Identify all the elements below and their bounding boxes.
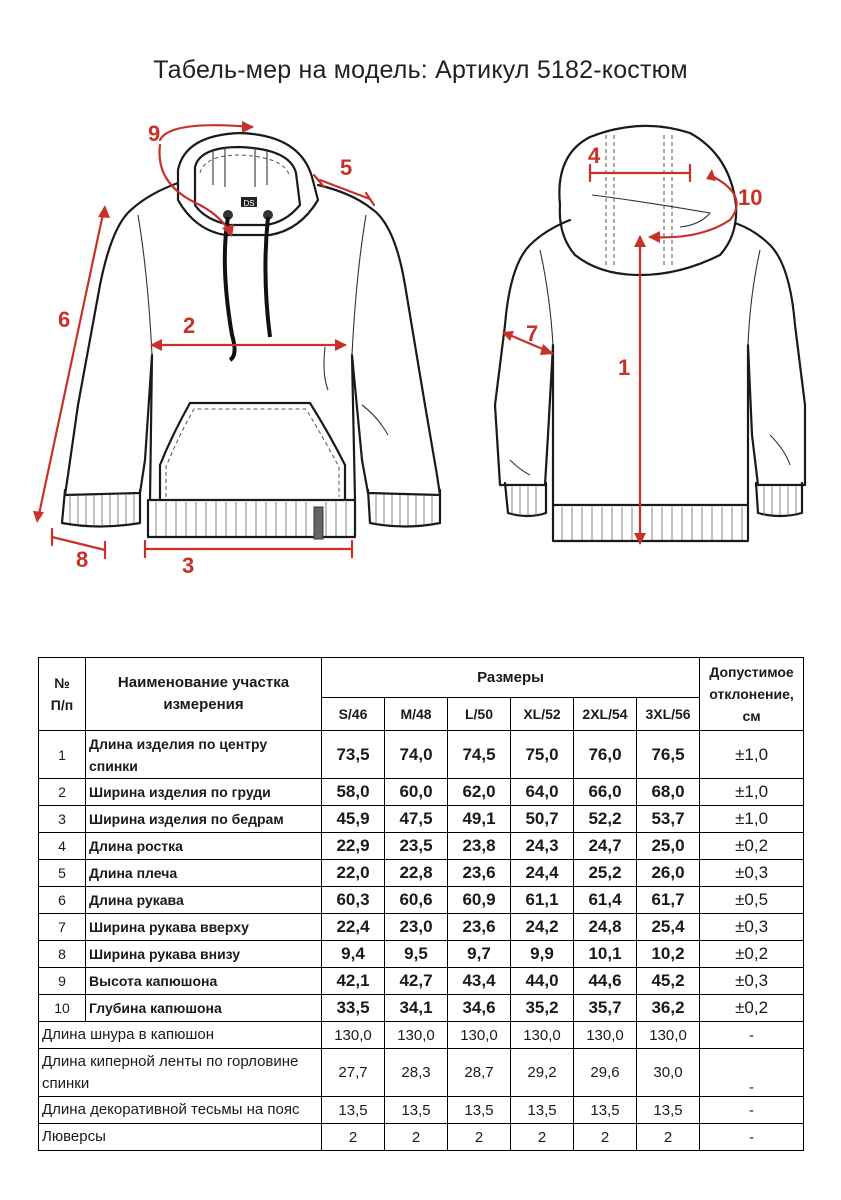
cell-value: 130,0: [322, 1022, 385, 1049]
cell-value: 23,0: [385, 914, 448, 941]
cell-value: 10,2: [637, 941, 700, 968]
page-title: Табель-мер на модель: Артикул 5182-костюм: [153, 56, 688, 84]
cell-value: 24,7: [574, 833, 637, 860]
table-row: [39, 806, 804, 833]
cell-value: 35,7: [574, 995, 637, 1022]
cell-value: 30,0: [637, 1049, 700, 1097]
label-2: 2: [183, 313, 196, 338]
cell-value: 22,8: [385, 860, 448, 887]
cell-value: 13,5: [637, 1097, 700, 1124]
cell-value: 22,4: [322, 914, 385, 941]
cell-value: 60,9: [448, 887, 511, 914]
cell-value: 60,3: [322, 887, 385, 914]
col-name-header: Наименование участка измерения: [86, 658, 322, 731]
cell-value: 35,2: [511, 995, 574, 1022]
cell-value: 61,4: [574, 887, 637, 914]
cell-value: 9,4: [322, 941, 385, 968]
table-row: [39, 968, 804, 995]
cell-value: 28,3: [385, 1049, 448, 1097]
cell-value: 2: [637, 1124, 700, 1151]
cell-value: 25,4: [637, 914, 700, 941]
table-row: [39, 941, 804, 968]
cell-value: 13,5: [511, 1097, 574, 1124]
cell-value: 42,7: [385, 968, 448, 995]
cell-value: 2: [448, 1124, 511, 1151]
cell-value: 13,5: [385, 1097, 448, 1124]
cell-value: 130,0: [511, 1022, 574, 1049]
cell-value: 23,6: [448, 860, 511, 887]
cell-value: 36,2: [637, 995, 700, 1022]
cell-value: 76,0: [574, 731, 637, 779]
cell-tolerance: ±1,0: [700, 779, 804, 806]
cell-value: 25,0: [637, 833, 700, 860]
label-3: 3: [182, 553, 195, 578]
cell-value: 44,6: [574, 968, 637, 995]
cell-value: 10,1: [574, 941, 637, 968]
table-row: [39, 914, 804, 941]
row-name: Ширина изделия по бедрам: [86, 806, 322, 833]
cell-value: 22,0: [322, 860, 385, 887]
cell-value: 42,1: [322, 968, 385, 995]
cell-value: 74,5: [448, 731, 511, 779]
size-header: M/48: [385, 698, 448, 731]
size-header: 3XL/56: [637, 698, 700, 731]
table-row-extra: [39, 1124, 804, 1151]
cell-value: 25,2: [574, 860, 637, 887]
cell-value: 22,9: [322, 833, 385, 860]
row-name: Ширина изделия по груди: [86, 779, 322, 806]
col-number-header: № П/п: [39, 658, 86, 731]
cell-value: 66,0: [574, 779, 637, 806]
row-number: 10: [39, 995, 86, 1022]
cell-value: 23,5: [385, 833, 448, 860]
cell-value: 68,0: [637, 779, 700, 806]
cell-value: 62,0: [448, 779, 511, 806]
cell-value: 130,0: [574, 1022, 637, 1049]
cell-value: 2: [322, 1124, 385, 1151]
row-number: 7: [39, 914, 86, 941]
cell-value: 9,5: [385, 941, 448, 968]
row-name: Длина рукава: [86, 887, 322, 914]
table-header: [39, 658, 804, 731]
size-table: [38, 657, 804, 1151]
hoodie-front: [62, 133, 440, 539]
cell-value: 130,0: [637, 1022, 700, 1049]
row-number: 3: [39, 806, 86, 833]
cell-value: 45,2: [637, 968, 700, 995]
cell-value: 23,6: [448, 914, 511, 941]
cell-value: 130,0: [385, 1022, 448, 1049]
cell-value: 130,0: [448, 1022, 511, 1049]
cell-value: 75,0: [511, 731, 574, 779]
cell-value: 58,0: [322, 779, 385, 806]
table-row-extra: [39, 1049, 804, 1097]
label-4: 4: [588, 143, 601, 168]
cell-value: 74,0: [385, 731, 448, 779]
cell-value: 24,8: [574, 914, 637, 941]
row-number: 6: [39, 887, 86, 914]
table-row: [39, 887, 804, 914]
cell-value: 2: [511, 1124, 574, 1151]
cell-value: 44,0: [511, 968, 574, 995]
cell-value: 23,8: [448, 833, 511, 860]
label-9: 9: [148, 121, 161, 146]
cell-tolerance: -: [700, 1124, 804, 1151]
label-10: 10: [738, 185, 763, 210]
row-number: 8: [39, 941, 86, 968]
label-6: 6: [58, 307, 71, 332]
measurement-lines: [33, 121, 762, 578]
cell-tolerance: -: [700, 1097, 804, 1124]
label-1: 1: [618, 355, 631, 380]
cell-value: 29,2: [511, 1049, 574, 1097]
cell-tolerance: ±0,2: [700, 995, 804, 1022]
cell-tolerance: ±0,5: [700, 887, 804, 914]
table-row-extra: [39, 1022, 804, 1049]
cell-value: 61,7: [637, 887, 700, 914]
sizes-title: Размеры: [322, 658, 700, 698]
cell-value: 29,6: [574, 1049, 637, 1097]
cell-value: 2: [574, 1124, 637, 1151]
row-name: Длина ростка: [86, 833, 322, 860]
cell-value: 13,5: [448, 1097, 511, 1124]
cell-value: 9,9: [511, 941, 574, 968]
cell-tolerance: ±0,3: [700, 968, 804, 995]
table-row: [39, 833, 804, 860]
cell-value: 34,6: [448, 995, 511, 1022]
cell-tolerance: ±0,3: [700, 914, 804, 941]
row-name: Ширина рукава внизу: [86, 941, 322, 968]
cell-value: 60,6: [385, 887, 448, 914]
cell-value: 61,1: [511, 887, 574, 914]
cell-tolerance: -: [700, 1022, 804, 1049]
cell-value: 50,7: [511, 806, 574, 833]
size-header: 2XL/54: [574, 698, 637, 731]
cell-value: 76,5: [637, 731, 700, 779]
row-name: Длина киперной ленты по горловине спинки: [39, 1049, 322, 1097]
cell-value: 73,5: [322, 731, 385, 779]
cell-value: 13,5: [574, 1097, 637, 1124]
label-7: 7: [526, 321, 539, 346]
size-header: XL/52: [511, 698, 574, 731]
cell-value: 52,2: [574, 806, 637, 833]
cell-value: 45,9: [322, 806, 385, 833]
cell-value: 13,5: [322, 1097, 385, 1124]
row-name: Глубина капюшона: [86, 995, 322, 1022]
label-8: 8: [76, 547, 89, 572]
row-number: 2: [39, 779, 86, 806]
table-row: [39, 779, 804, 806]
logo-text: DS: [243, 199, 255, 208]
table-row: [39, 860, 804, 887]
row-name: Люверсы: [39, 1124, 322, 1151]
cell-value: 64,0: [511, 779, 574, 806]
row-name: Длина декоративной тесьмы на пояс: [39, 1097, 322, 1124]
cell-value: 24,3: [511, 833, 574, 860]
cell-value: 47,5: [385, 806, 448, 833]
row-name: Длина шнура в капюшон: [39, 1022, 322, 1049]
cell-value: 49,1: [448, 806, 511, 833]
cell-value: 24,4: [511, 860, 574, 887]
cell-value: 24,2: [511, 914, 574, 941]
cell-value: 60,0: [385, 779, 448, 806]
cell-value: 33,5: [322, 995, 385, 1022]
cell-tolerance: -: [700, 1049, 804, 1097]
cell-value: 53,7: [637, 806, 700, 833]
row-name: Ширина рукава вверху: [86, 914, 322, 941]
hoodie-sketch: [0, 105, 841, 585]
table-row: [39, 995, 804, 1022]
row-number: 5: [39, 860, 86, 887]
row-number: 1: [39, 731, 86, 779]
row-number: 4: [39, 833, 86, 860]
cell-tolerance: ±1,0: [700, 731, 804, 779]
row-name: Высота капюшона: [86, 968, 322, 995]
cell-tolerance: ±0,2: [700, 833, 804, 860]
cell-value: 9,7: [448, 941, 511, 968]
garment-drawing: [0, 105, 841, 585]
cell-value: 26,0: [637, 860, 700, 887]
cell-value: 2: [385, 1124, 448, 1151]
cell-tolerance: ±0,3: [700, 860, 804, 887]
label-5: 5: [340, 155, 353, 180]
table-row: [39, 731, 804, 779]
cell-tolerance: ±0,2: [700, 941, 804, 968]
col-tolerance-header: Допустимое отклонение, см: [700, 658, 804, 731]
cell-value: 34,1: [385, 995, 448, 1022]
cell-value: 27,7: [322, 1049, 385, 1097]
cell-value: 43,4: [448, 968, 511, 995]
row-name: Длина изделия по центру спинки: [86, 731, 322, 779]
table-row-extra: [39, 1097, 804, 1124]
cell-tolerance: ±1,0: [700, 806, 804, 833]
size-header: S/46: [322, 698, 385, 731]
cell-value: 28,7: [448, 1049, 511, 1097]
row-number: 9: [39, 968, 86, 995]
row-name: Длина плеча: [86, 860, 322, 887]
size-header: L/50: [448, 698, 511, 731]
